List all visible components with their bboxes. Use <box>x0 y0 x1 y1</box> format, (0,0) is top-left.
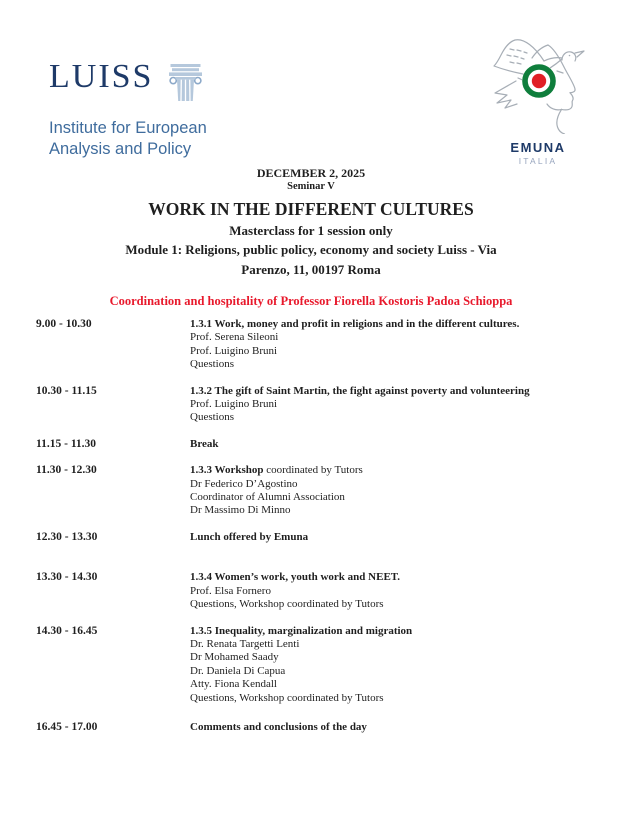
schedule-row <box>36 385 622 425</box>
schedule-description <box>190 571 622 611</box>
schedule-line: Questions, Workshop coordinated by Tutors <box>190 598 384 611</box>
schedule-description <box>190 625 622 705</box>
schedule-line: Dr. Renata Targetti Lenti <box>190 637 300 650</box>
schedule-row <box>36 571 622 611</box>
subtitle-address: Parenzo, 11, 00197 Roma <box>241 262 381 277</box>
schedule-time: 11.15 - 11.30 <box>36 437 97 450</box>
schedule-time: 16.45 - 17.00 <box>36 720 98 733</box>
schedule-description <box>190 531 622 544</box>
schedule-line: Dr. Daniela Di Capua <box>190 664 286 677</box>
schedule-time: 12.30 - 13.30 <box>36 530 98 543</box>
schedule-title-bold: 1.3.3 Workshop <box>190 464 264 477</box>
schedule-description <box>190 318 622 372</box>
dove-woman-profile-roundel-icon <box>486 121 590 138</box>
schedule-title <box>190 464 596 477</box>
schedule-time: 9.00 - 10.30 <box>36 318 92 330</box>
event-date: DECEMBER 2, 2025 <box>256 166 366 180</box>
schedule-title-rest: coordinated by Tutors <box>263 464 363 477</box>
page-title: WORK IN THE DIFFERENT CULTURES <box>148 199 474 219</box>
document-body <box>0 166 622 747</box>
schedule-time: 13.30 - 14.30 <box>36 571 98 584</box>
tricolor-roundel <box>522 64 556 98</box>
schedule-title <box>190 385 596 398</box>
schedule-title <box>190 438 596 451</box>
seminar-number: Seminar V <box>287 181 335 192</box>
schedule-title <box>190 571 596 584</box>
schedule-line: Dr Federico D’Agostino <box>190 477 298 490</box>
luiss-wordmark: LUISS <box>49 58 154 95</box>
schedule-line: Coordinator of Alumni Association <box>190 491 345 504</box>
schedule-line: Questions, Workshop coordinated by Tutors <box>190 691 384 704</box>
schedule-line: Dr Massimo Di Minno <box>190 504 291 517</box>
schedule-title <box>190 721 596 734</box>
schedule-line: Dr Mohamed Saady <box>190 651 279 664</box>
schedule-title <box>190 625 596 638</box>
schedule-time: 10.30 - 11.15 <box>36 384 97 397</box>
institute-name <box>49 118 207 160</box>
coordination-note: Coordination and hospitality of Professor Fiorella Kostoris Padoa Schioppa <box>109 294 513 308</box>
emuna-logo-block <box>486 34 590 166</box>
schedule-row <box>36 438 622 451</box>
schedule-row <box>36 531 622 544</box>
emuna-country: ITALIA <box>518 156 558 166</box>
schedule-line: Prof. Luigino Bruni <box>190 344 278 357</box>
schedule-row <box>36 464 622 518</box>
schedule-title-bold: 1.3.1 Work, money and profit in religions and in the different cultures. <box>190 318 520 330</box>
schedule-row <box>36 625 622 705</box>
schedule-line: Questions <box>190 411 234 424</box>
schedule-title-bold: 1.3.5 Inequality, marginalization and migration <box>190 624 413 637</box>
schedule-line: Atty. Fiona Kendall <box>190 678 277 691</box>
schedule-title-bold: 1.3.2 The gift of Saint Martin, the fight against poverty and volunteering <box>190 384 530 397</box>
ionic-column-icon <box>169 64 202 106</box>
emuna-name: EMUNA <box>510 140 566 155</box>
schedule-description <box>190 721 622 734</box>
institute-line2: Analysis and Policy <box>49 140 192 158</box>
subtitle-module: Module 1: Religions, public policy, economy and society Luiss - Via <box>125 242 497 257</box>
schedule-title-bold: Lunch offered by Emuna <box>190 530 309 543</box>
schedule-line: Prof. Elsa Fornero <box>190 584 271 597</box>
schedule-description <box>190 438 622 451</box>
schedule-line: Prof. Luigino Bruni <box>190 398 278 411</box>
institute-line1: Institute for European <box>49 119 207 137</box>
schedule-title-bold: Break <box>190 437 219 450</box>
schedule-title <box>190 318 596 331</box>
schedule-row <box>36 721 622 734</box>
schedule <box>0 318 622 734</box>
schedule-line: Questions <box>190 358 234 371</box>
subtitle-masterclass: Masterclass for 1 session only <box>229 223 393 238</box>
schedule-description <box>190 464 622 518</box>
schedule-title-bold: 1.3.4 Women’s work, youth work and NEET. <box>190 571 401 584</box>
schedule-title <box>190 531 596 544</box>
schedule-line: Prof. Serena Sileoni <box>190 331 279 344</box>
schedule-row <box>36 318 622 372</box>
schedule-title-bold: Comments and conclusions of the day <box>190 720 367 733</box>
schedule-description <box>190 385 622 425</box>
schedule-time: 11.30 - 12.30 <box>36 464 97 477</box>
luiss-logo-block <box>49 58 207 160</box>
schedule-time: 14.30 - 16.45 <box>36 624 98 637</box>
